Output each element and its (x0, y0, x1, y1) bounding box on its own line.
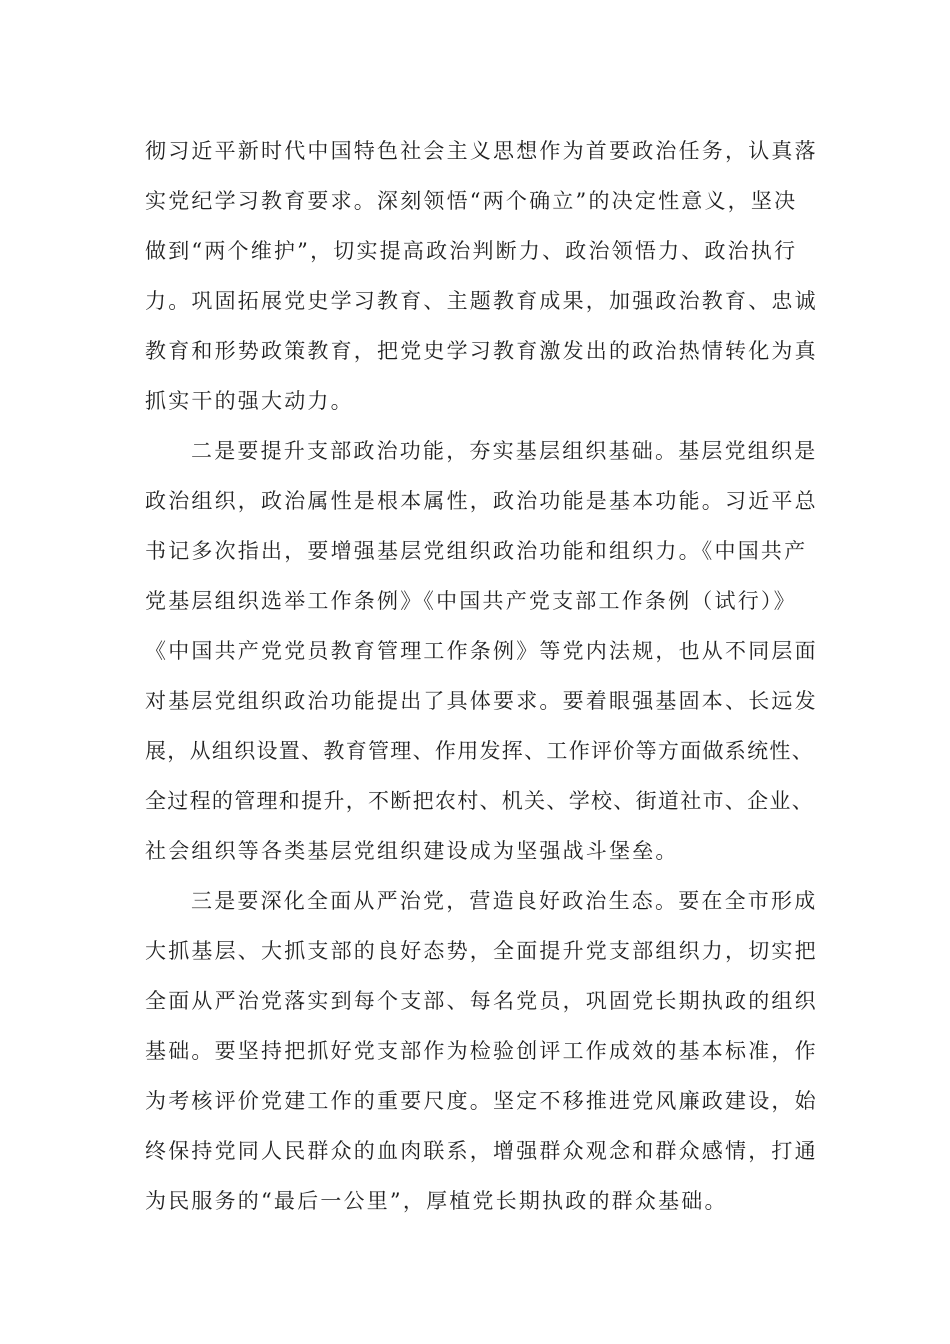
text-line: 党基层组织选举工作条例》《中国共产党支部工作条例（试行）》 (145, 589, 797, 613)
text-line: 全面从严治党落实到每个支部、每名党员，巩固党长期执政的组织 (145, 989, 818, 1013)
text-line: 政治组织，政治属性是根本属性，政治功能是基本功能。习近平总 (145, 489, 818, 513)
text-line: 教育和形势政策教育，把党史学习教育激发出的政治热情转化为真 (145, 339, 818, 363)
text-line: 对基层党组织政治功能提出了具体要求。要着眼强基固本、长远发 (145, 689, 818, 713)
text-line: 基础。要坚持把抓好党支部作为检验创评工作成效的基本标准，作 (145, 1039, 818, 1063)
text-line: 社会组织等各类基层党组织建设成为坚强战斗堡垒。 (145, 839, 679, 863)
text-line: 为民服务的“最后一公里”，厚植党长期执政的群众基础。 (145, 1189, 728, 1213)
text-line: 终保持党同人民群众的血肉联系，增强群众观念和群众感情，打通 (145, 1139, 818, 1163)
text-line: 三是要深化全面从严治党，营造良好政治生态。要在全市形成 (191, 889, 818, 913)
text-line: 书记多次指出，要增强基层党组织政治功能和组织力。《中国共产 (145, 539, 808, 563)
text-line: 彻习近平新时代中国特色社会主义思想作为首要政治任务，认真落 (145, 139, 818, 163)
text-line: 做到“两个维护”，切实提高政治判断力、政治领悟力、政治执行 (145, 239, 798, 263)
text-line: 力。巩固拓展党史学习教育、主题教育成果，加强政治教育、忠诚 (145, 289, 818, 313)
text-line: 展，从组织设置、教育管理、作用发挥、工作评价等方面做系统性、 (145, 739, 814, 763)
text-line: 大抓基层、大抓支部的良好态势，全面提升党支部组织力，切实把 (145, 939, 818, 963)
text-line: 《中国共产党党员教育管理工作条例》等党内法规，也从不同层面 (145, 639, 818, 663)
text-line: 二是要提升支部政治功能，夯实基层组织基础。基层党组织是 (191, 439, 818, 463)
text-line: 为考核评价党建工作的重要尺度。坚定不移推进党风廉政建设，始 (145, 1089, 818, 1113)
text-line: 实党纪学习教育要求。深刻领悟“两个确立”的决定性意义，坚决 (145, 189, 798, 213)
text-line: 全过程的管理和提升，不断把农村、机关、学校、街道社市、企业、 (145, 789, 814, 813)
text-line: 抓实干的强大动力。 (145, 389, 354, 413)
